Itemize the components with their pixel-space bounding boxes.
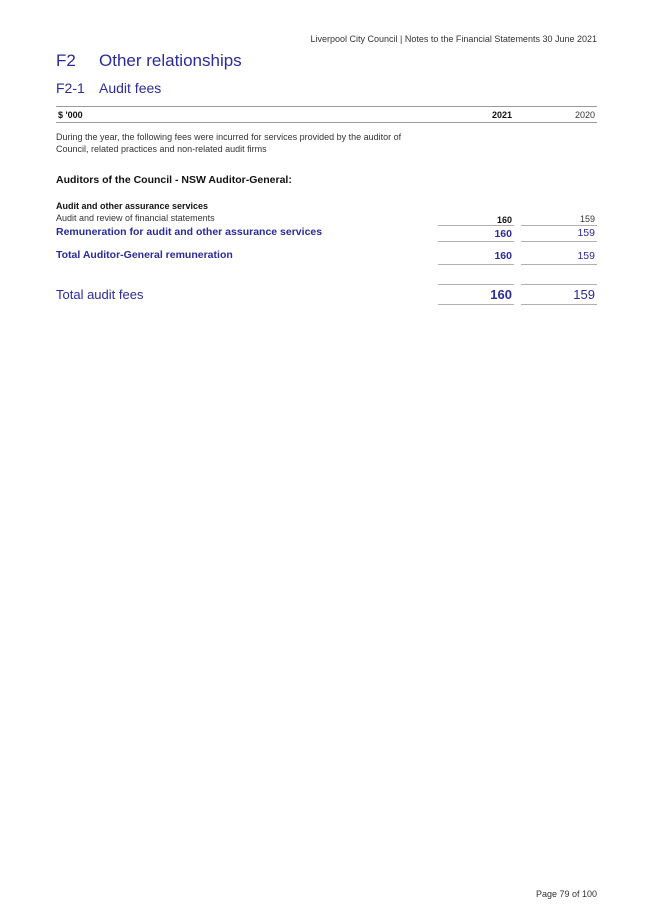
row-label-audit-review: Audit and review of financial statements [56,213,215,223]
subsection-heading [56,80,161,96]
column-header-2021: 2021 [491,110,512,120]
row-value-2021: 160 [496,215,512,225]
rule-2021 [438,284,514,285]
group-heading: Audit and other assurance services [56,201,209,211]
table-top-rule [56,106,597,107]
total-fees-value-2021: 160 [490,287,512,302]
intro-paragraph: During the year, the following fees were incurred for services provided by the auditor of Council, related practices and non-related audit firms [56,132,402,154]
subsection-number: F2-1 [56,80,85,96]
remuneration-value-2021: 160 [494,228,512,240]
total-ag-value-2020: 159 [577,250,595,262]
auditor-heading: Auditors of the Council - NSW Auditor-General: [56,174,292,186]
total-fees-label: Total audit fees [56,287,144,302]
rule-2021 [438,225,514,226]
rule-2020 [521,264,597,265]
page-number: Page 79 of 100 [535,889,597,899]
rule-2021 [438,241,514,242]
unit-label: $ '000 [58,110,83,120]
rule-2020 [521,225,597,226]
total-ag-label: Total Auditor-General remuneration [56,249,233,261]
rule-2021 [438,304,514,305]
total-ag-value-2021: 160 [494,250,512,262]
rule-2021 [438,264,514,265]
remuneration-label: Remuneration for audit and other assurance services [56,226,323,238]
column-header-2020: 2020 [574,110,595,120]
row-value-2020: 159 [579,214,595,224]
rule-2020 [521,304,597,305]
rule-2020 [521,241,597,242]
rule-2020 [521,284,597,285]
total-fees-value-2020: 159 [573,287,595,302]
section-number: F2 [56,51,76,70]
table-header-rule [56,122,597,123]
remuneration-value-2020: 159 [577,227,595,239]
subsection-title: Audit fees [99,80,162,96]
running-header: Liverpool City Council | Notes to the Financial Statements 30 June 2021 [310,34,597,44]
section-title: Other relationships [99,51,242,70]
section-heading [56,51,242,71]
